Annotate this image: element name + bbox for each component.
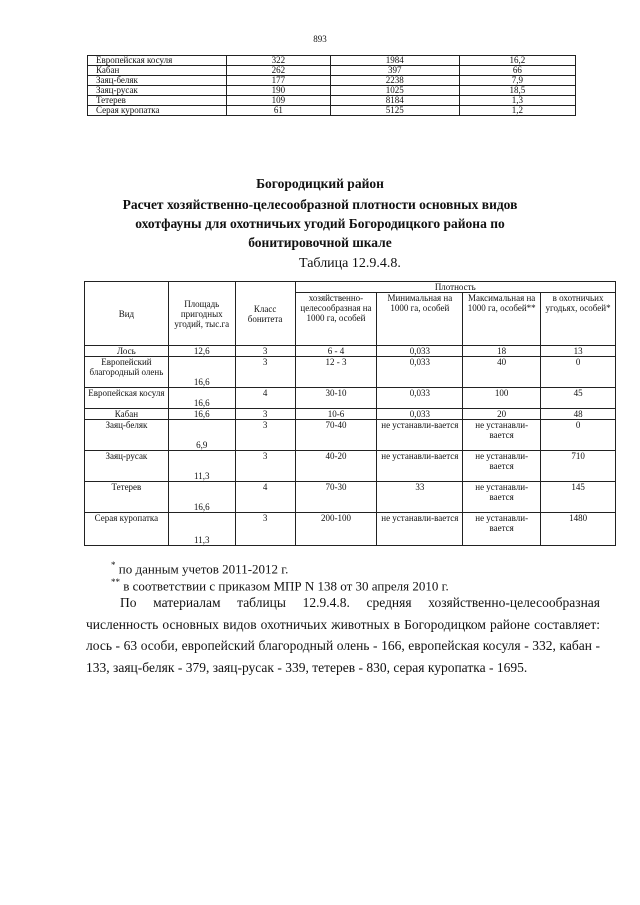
table-caption: Таблица 12.9.4.8. xyxy=(299,256,401,271)
species-cell: Заяц-русак xyxy=(85,451,169,482)
min-cell: 0,033 xyxy=(377,409,463,420)
species-cell: Тетерев xyxy=(88,96,227,106)
min-cell: не устанавли-вается xyxy=(377,451,463,482)
value-cell: 18,5 xyxy=(459,86,575,96)
value-cell: 8184 xyxy=(330,96,459,106)
econ-cell: 30-10 xyxy=(295,388,377,409)
species-cell: Заяц-беляк xyxy=(85,420,169,451)
header-species: Вид xyxy=(85,282,169,346)
table-row xyxy=(85,388,616,409)
min-cell: не устанавли-вается xyxy=(377,420,463,451)
hunting-cell: 13 xyxy=(541,346,616,357)
species-cell: Лось xyxy=(85,346,169,357)
header-econ: хозяйственно-целесообразная на 1000 га, особей xyxy=(295,293,377,346)
species-cell: Заяц-русак xyxy=(88,86,227,96)
area-cell: 16,6 xyxy=(168,357,235,388)
table-row xyxy=(88,76,576,86)
header-area: Площадь пригодных угодий, тыс.га xyxy=(168,282,235,346)
min-cell: 0,033 xyxy=(377,388,463,409)
value-cell: 262 xyxy=(227,66,331,76)
value-cell: 1,3 xyxy=(459,96,575,106)
class-cell: 3 xyxy=(235,346,295,357)
footnote-2-mark: ** xyxy=(111,577,120,587)
species-cell: Европейская косуля xyxy=(85,388,169,409)
table-row xyxy=(88,86,576,96)
summary-paragraph: По материалам таблицы 12.9.4.8. средняя хозяйственно-целесообразная численность основных видов охотничьих животных в Богородицком районе составляет: лось - 63 особи, европейский благородный олень - 166, европейская косуля - 332, кабан - 133, заяц-беляк - 379, заяц-русак - 339, тетерев - 830, серая куропатка - 1695. xyxy=(86,595,600,675)
species-cell: Тетерев xyxy=(85,482,169,513)
header-min: Минимальная на 1000 га, особей xyxy=(377,293,463,346)
calc-title-line-2: охотфауны для охотничьих угодий Богородицкого района по xyxy=(135,216,505,231)
econ-cell: 10-6 xyxy=(295,409,377,420)
econ-cell: 40-20 xyxy=(295,451,377,482)
footnote-1-mark: * xyxy=(111,560,116,570)
class-cell: 4 xyxy=(235,388,295,409)
footnote-1 xyxy=(111,560,288,577)
value-cell: 16,2 xyxy=(459,56,575,66)
value-cell: 2238 xyxy=(330,76,459,86)
max-cell: 40 xyxy=(463,357,541,388)
min-cell: не устанавли-вается xyxy=(377,513,463,546)
header-density: Плотность xyxy=(295,282,615,293)
species-cell: Заяц-беляк xyxy=(88,76,227,86)
class-cell: 3 xyxy=(235,357,295,388)
min-cell: 0,033 xyxy=(377,357,463,388)
econ-cell: 200-100 xyxy=(295,513,377,546)
species-cell: Кабан xyxy=(85,409,169,420)
top-data-table xyxy=(87,55,576,116)
hunting-cell: 0 xyxy=(541,420,616,451)
density-table xyxy=(84,281,616,546)
table-row xyxy=(88,56,576,66)
calc-title-line-3: бонитировочной шкале xyxy=(248,235,392,250)
value-cell: 61 xyxy=(227,106,331,116)
value-cell: 322 xyxy=(227,56,331,66)
value-cell: 7,9 xyxy=(459,76,575,86)
hunting-cell: 48 xyxy=(541,409,616,420)
area-cell: 12,6 xyxy=(168,346,235,357)
table-row xyxy=(85,420,616,451)
max-cell: не устанавли-вается xyxy=(463,451,541,482)
class-cell: 3 xyxy=(235,409,295,420)
header-row xyxy=(85,282,616,293)
table-row xyxy=(88,106,576,116)
value-cell: 397 xyxy=(330,66,459,76)
species-cell: Серая куропатка xyxy=(88,106,227,116)
value-cell: 1984 xyxy=(330,56,459,66)
value-cell: 177 xyxy=(227,76,331,86)
max-cell: не устанавли-вается xyxy=(463,513,541,546)
table-row xyxy=(85,451,616,482)
hunting-cell: 1480 xyxy=(541,513,616,546)
min-cell: 0,033 xyxy=(377,346,463,357)
area-cell: 16,6 xyxy=(168,388,235,409)
hunting-cell: 0 xyxy=(541,357,616,388)
max-cell: 18 xyxy=(463,346,541,357)
hunting-cell: 145 xyxy=(541,482,616,513)
max-cell: не устанавли-вается xyxy=(463,420,541,451)
class-cell: 3 xyxy=(235,451,295,482)
table-row xyxy=(85,513,616,546)
econ-cell: 12 - 3 xyxy=(295,357,377,388)
class-cell: 3 xyxy=(235,420,295,451)
min-cell: 33 xyxy=(377,482,463,513)
calc-title-line-1: Расчет хозяйственно-целесообразной плотности основных видов xyxy=(122,197,518,212)
footnote-1-text: по данным учетов 2011-2012 г. xyxy=(118,561,289,577)
footnote-2-text: в соответствии с приказом МПР N 138 от 30 апреля 2010 г. xyxy=(123,578,449,594)
area-cell: 11,3 xyxy=(168,451,235,482)
area-cell: 11,3 xyxy=(168,513,235,546)
econ-cell: 6 - 4 xyxy=(295,346,377,357)
species-cell: Серая куропатка xyxy=(85,513,169,546)
max-cell: 100 xyxy=(463,388,541,409)
value-cell: 5125 xyxy=(330,106,459,116)
table-row xyxy=(85,409,616,420)
table-row xyxy=(88,96,576,106)
table-row xyxy=(85,357,616,388)
value-cell: 1,2 xyxy=(459,106,575,116)
header-class: Класс бонитета xyxy=(235,282,295,346)
table-row xyxy=(88,66,576,76)
page-number: 893 xyxy=(313,34,327,44)
area-cell: 16,6 xyxy=(168,482,235,513)
species-cell: Европейский благородный олень xyxy=(85,357,169,388)
table-row xyxy=(85,482,616,513)
econ-cell: 70-40 xyxy=(295,420,377,451)
value-cell: 109 xyxy=(227,96,331,106)
value-cell: 1025 xyxy=(330,86,459,96)
area-cell: 6,9 xyxy=(168,420,235,451)
class-cell: 3 xyxy=(235,513,295,546)
header-hunting: в охотничьих угодьях, особей* xyxy=(541,293,616,346)
district-title: Богородицкий район xyxy=(256,176,384,191)
species-cell: Кабан xyxy=(88,66,227,76)
econ-cell: 70-30 xyxy=(295,482,377,513)
hunting-cell: 45 xyxy=(541,388,616,409)
hunting-cell: 710 xyxy=(541,451,616,482)
table-row xyxy=(85,346,616,357)
species-cell: Европейская косуля xyxy=(88,56,227,66)
value-cell: 66 xyxy=(459,66,575,76)
class-cell: 4 xyxy=(235,482,295,513)
header-max: Максимальная на 1000 га, особей** xyxy=(463,293,541,346)
value-cell: 190 xyxy=(227,86,331,96)
area-cell: 16,6 xyxy=(168,409,235,420)
max-cell: 20 xyxy=(463,409,541,420)
max-cell: не устанавли-вается xyxy=(463,482,541,513)
